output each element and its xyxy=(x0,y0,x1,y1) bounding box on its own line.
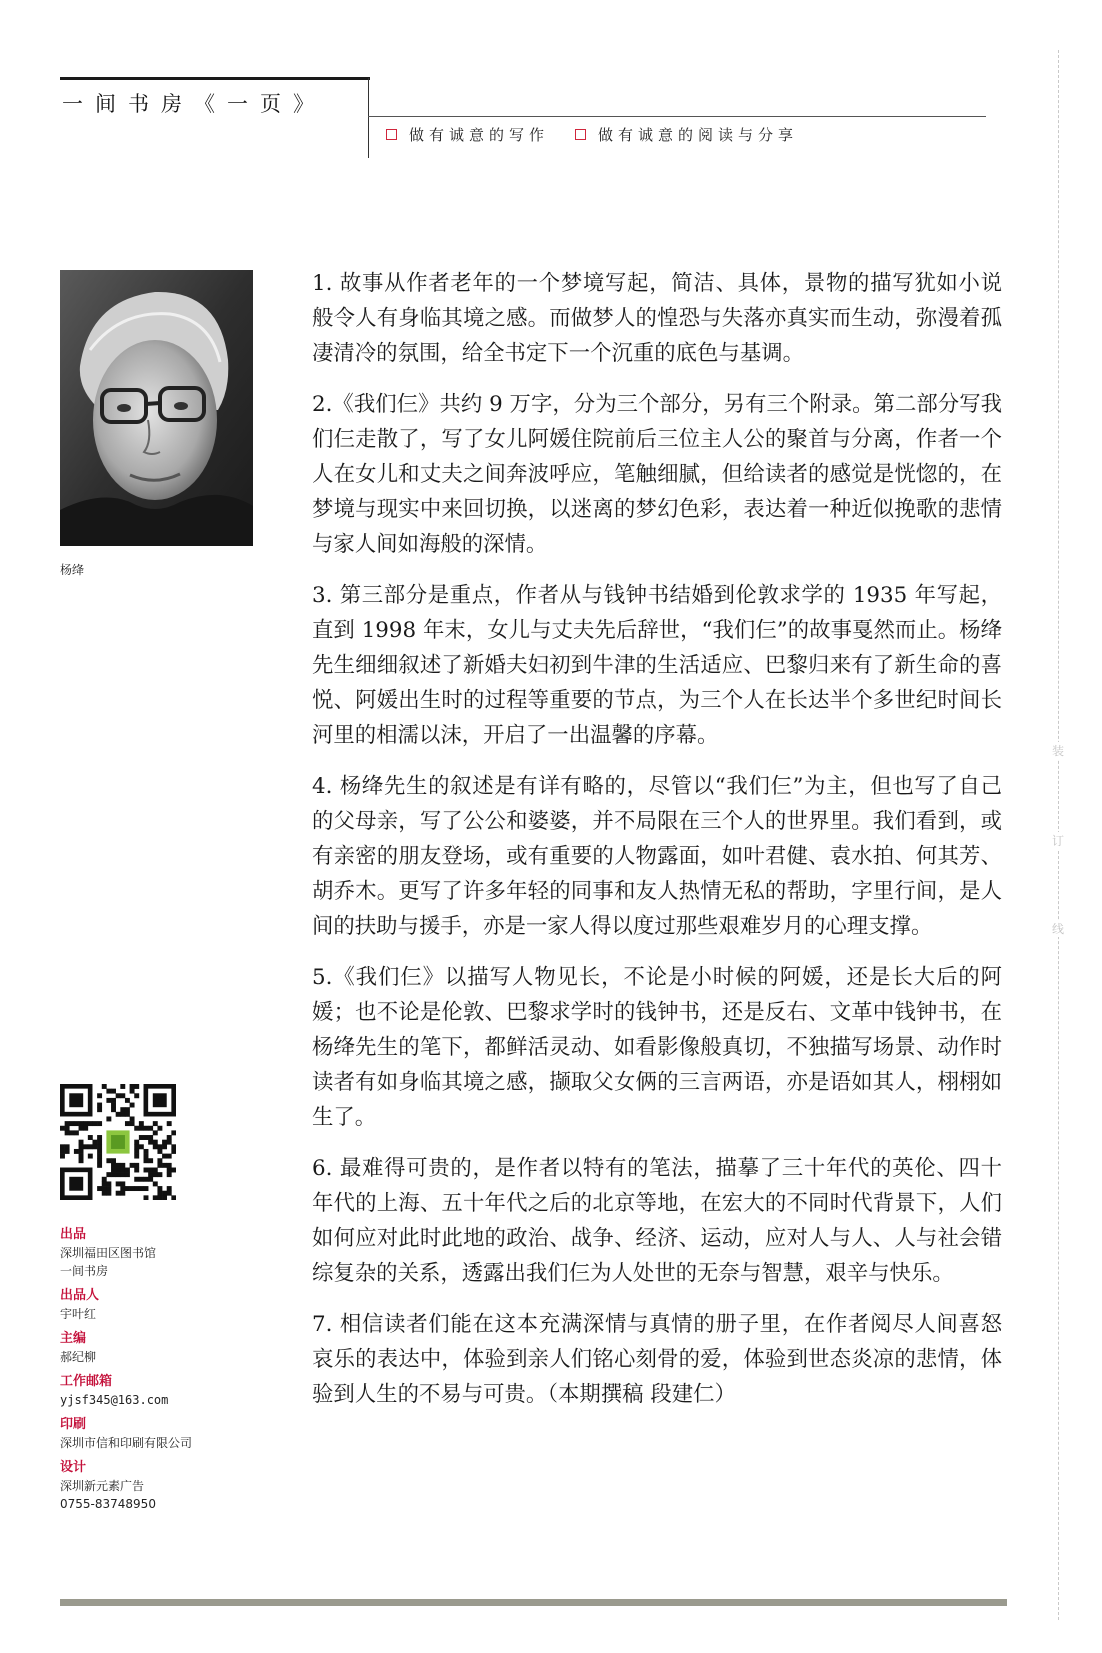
credit-item xyxy=(60,1330,260,1366)
article-paragraph: 2.《我们仨》共约 9 万字，分为三个部分，另有三个附录。第二部分写我们仨走散了，写了女儿阿媛住院前后三位主人公的聚首与分离，作者一个人在女儿和丈夫之间奔波呼应，笔触细腻，但给读者的感觉是恍惚的，在梦境与现实中来回切换，以迷离的梦幻色彩，表达着一种近似挽歌的悲情与家人间如海般的深情。 xyxy=(312,392,1002,557)
footer-bar xyxy=(60,1599,1007,1606)
credit-value: 一间书房 xyxy=(60,1264,109,1278)
article-paragraph: 7. 相信读者们能在这本充满深情与真情的册子里，在作者阅尽人间喜怒哀乐的表达中，体验到亲人们铭心刻骨的爱，体验到世态炎凉的悲情，体验到人生的不易与可贵。（本期撰稿 段建仁） xyxy=(312,1312,1002,1407)
article-paragraph: 4. 杨绛先生的叙述是有详有略的，尽管以“我们仨”为主，但也写了自己的父母亲，写了公公和婆婆，并不局限在三个人的世界里。我们看到，或有亲密的朋友登场，或有重要的人物露面，如叶君健、袁水拍、何其芳、胡乔木。更写了许多年轻的同事和友人热情无私的帮助，字里行间，是人间的扶助与援手，亦是一家人得以度过那些艰难岁月的心理支撑。 xyxy=(312,774,1002,939)
qr-code-icon xyxy=(60,1084,176,1200)
binding-label-char: 装 xyxy=(1051,744,1064,758)
square-bullet-icon xyxy=(575,129,586,140)
credit-value: 深圳福田区图书馆 xyxy=(60,1246,157,1260)
portrait-image xyxy=(60,270,253,546)
author-portrait xyxy=(60,270,253,546)
brand-title: 一间书房《一页》 xyxy=(62,92,326,116)
article-paragraph: 5.《我们仨》以描写人物见长，不论是小时候的阿媛，还是长大后的阿媛；也不论是伦敦、巴黎求学时的钱钟书，还是反右、文革中钱钟书，在杨绛先生的笔下，都鲜活灵动、如看影像般真切，不独描写场景、动作时读者有如身临其境之感，撷取父女俩的三言两语，亦是语如其人，栩栩如生了。 xyxy=(312,965,1002,1130)
header-rule xyxy=(368,116,986,117)
credit-label: 出品 xyxy=(60,1227,87,1242)
article-paragraph: 3. 第三部分是重点，作者从与钱钟书结婚到伦敦求学的 1935 年写起，直到 1998 年末，女儿与丈夫先后辞世，“我们仨”的故事戛然而止。杨绛先生细细叙述了新婚夫妇初到牛津的生活适应、巴黎归来有了新生命的喜悦、阿媛出生时的过程等重要的节点，为三个人在长达半个多世纪时间长河里的相濡以沫，开启了一出温馨的序幕。 xyxy=(312,583,1002,748)
credit-value: 深圳市信和印刷有限公司 xyxy=(60,1436,193,1450)
binding-label-char: 线 xyxy=(1051,922,1064,936)
credit-value: 宇叶红 xyxy=(60,1307,97,1321)
portrait-caption: 杨绛 xyxy=(60,563,85,577)
credit-label: 设计 xyxy=(60,1460,87,1475)
article-paragraph: 1. 故事从作者老年的一个梦境写起，简洁、具体，景物的描写犹如小说般令人有身临其境之感。而做梦人的惶恐与失落亦真实而生动，弥漫着孤凄清冷的氛围，给全书定下一个沉重的底色与基调。 xyxy=(312,271,1002,366)
binding-label-char: 订 xyxy=(1051,834,1064,848)
slogan-item xyxy=(575,124,798,145)
credit-item xyxy=(60,1226,260,1280)
article-body xyxy=(312,266,1002,1428)
credit-label: 出品人 xyxy=(60,1288,100,1303)
qr-code[interactable] xyxy=(60,1084,176,1200)
credit-label: 印刷 xyxy=(60,1417,87,1432)
credit-label: 主编 xyxy=(60,1331,87,1346)
slogan-text: 做有诚意的写作 xyxy=(409,126,550,144)
header-slogans xyxy=(386,124,824,145)
credit-value: 郝纪柳 xyxy=(60,1350,97,1364)
credit-label: 工作邮箱 xyxy=(60,1374,113,1389)
header-divider xyxy=(368,78,369,158)
credit-email[interactable]: yjsf345@163.com xyxy=(60,1393,169,1407)
header-top-rule xyxy=(60,77,370,80)
credit-value: 0755-83748950 xyxy=(60,1497,156,1511)
credit-value: 深圳新元素广告 xyxy=(60,1479,145,1493)
credit-item xyxy=(60,1459,260,1513)
article-paragraph: 6. 最难得可贵的，是作者以特有的笔法，描摹了三十年代的英伦、四十年代的上海、五十年代之后的北京等地，在宏大的不同时代背景下，人们如何应对此时此地的政治、战争、经济、运动，应对人与人、人与社会错综复杂的关系，透露出我们仨为人处世的无奈与智慧，艰辛与快乐。 xyxy=(312,1156,1002,1286)
credit-item xyxy=(60,1416,260,1452)
credit-item xyxy=(60,1287,260,1323)
square-bullet-icon xyxy=(386,129,397,140)
credits-block xyxy=(60,1226,260,1520)
slogan-text: 做有诚意的阅读与分享 xyxy=(598,126,799,144)
slogan-item xyxy=(386,124,549,145)
credit-item xyxy=(60,1373,260,1409)
